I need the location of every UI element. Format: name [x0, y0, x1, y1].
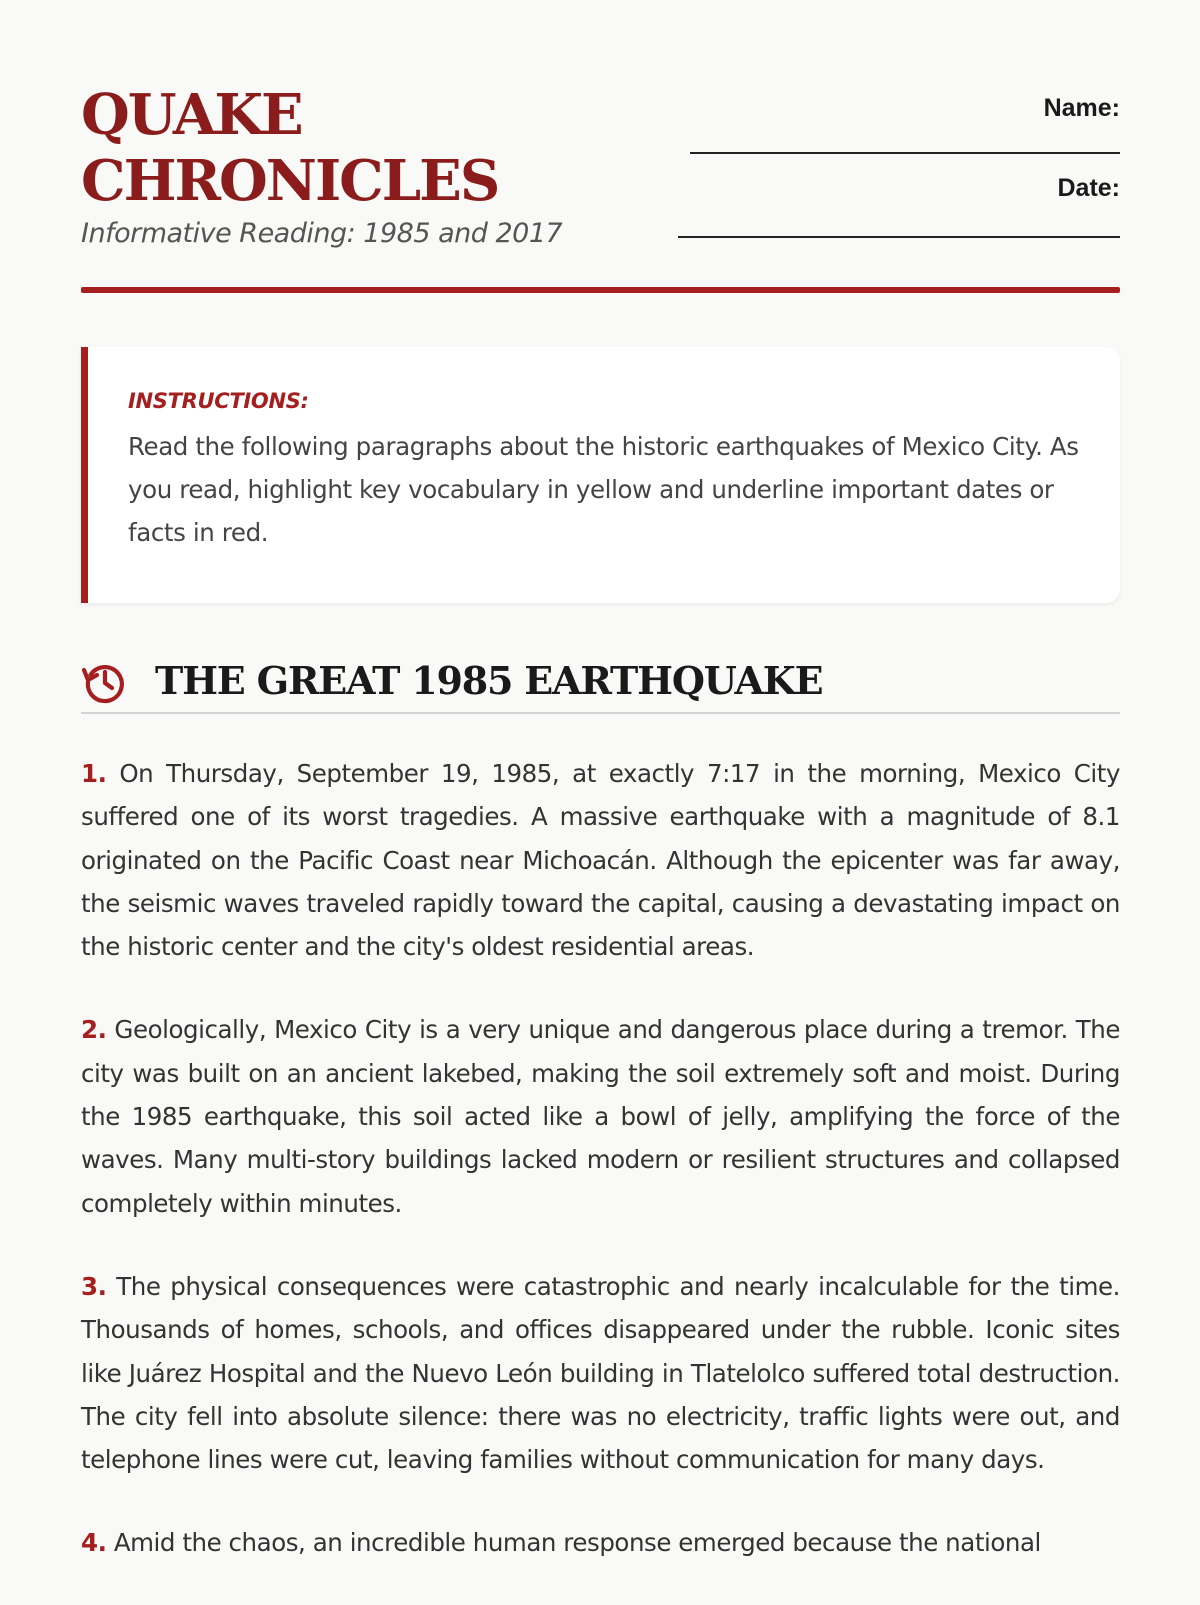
paragraph — [81, 1008, 1120, 1224]
paragraph-text: Amid the chaos, an incredible human response emerged because the national — [113, 1528, 1041, 1558]
paragraph-number: 1. — [81, 759, 107, 788]
paragraph-text: The physical consequences were catastrophic and nearly incalculable for the time. Thousands of homes, schools, and offices disappeared under the rubble. Iconic sites like Juárez Hospital and the Nuevo León building in Tlatelolco suffered total destruction. The city fell into absolute silence: there was no electricity, traffic lights were out, and telephone lines were cut, leaving families without communication for many days. — [81, 1271, 1120, 1475]
reading-passage — [81, 752, 1120, 1605]
worksheet-page — [81, 0, 1120, 1558]
paragraph — [81, 752, 1120, 968]
title-line-2: CHRONICLES — [81, 148, 499, 214]
instructions-body: Read the following paragraphs about the historic earthquakes of Mexico City. As you read, highlight key vocabulary in yellow and underline important dates or facts in red. — [128, 432, 1079, 547]
paragraph-number: 2. — [81, 1015, 107, 1045]
page-subtitle: Informative Reading: 1985 and 2017 — [81, 218, 563, 249]
section-title: THE GREAT 1985 EARTHQUAKE — [155, 658, 823, 703]
instructions-box — [81, 347, 1120, 603]
history-icon — [81, 658, 129, 706]
title-line-1: QUAKE — [81, 82, 302, 148]
date-label: Date: — [1057, 174, 1120, 202]
name-field[interactable] — [690, 152, 1120, 154]
date-field[interactable] — [678, 236, 1120, 238]
header-divider — [81, 287, 1120, 293]
worksheet-header — [81, 0, 1120, 300]
section-header — [81, 658, 1120, 714]
student-fields — [670, 88, 1120, 238]
paragraph-text: Geologically, Mexico City is a very unique and dangerous place during a tremor. The city was built on an ancient lakebed, making the soil extremely soft and moist. During the 1985 earthquake, this soil acted like a bowl of jelly, amplifying the force of the waves. Many multi-story buildings lacked modern or resilient structures and collapsed completely within minutes. — [81, 1015, 1120, 1218]
page-title — [81, 82, 641, 214]
paragraph-number: 4. — [81, 1528, 107, 1558]
paragraph-text: On Thursday, September 19, 1985, at exactly 7:17 in the morning, Mexico City suffered one of its worst tragedies. A massive earthquake with a magnitude of 8.1 originated on the Pacific Coast near Michoacán. Although the epicenter was far away, the seismic waves traveled rapidly toward the capital, causing a devastating impact on the historic center and the city's oldest residential areas. — [81, 759, 1120, 962]
paragraph — [81, 1265, 1120, 1481]
instructions-title: INSTRUCTIONS: — [128, 389, 309, 413]
paragraph-number: 3. — [81, 1271, 107, 1301]
paragraph — [81, 1521, 1120, 1564]
name-label: Name: — [1043, 94, 1120, 122]
